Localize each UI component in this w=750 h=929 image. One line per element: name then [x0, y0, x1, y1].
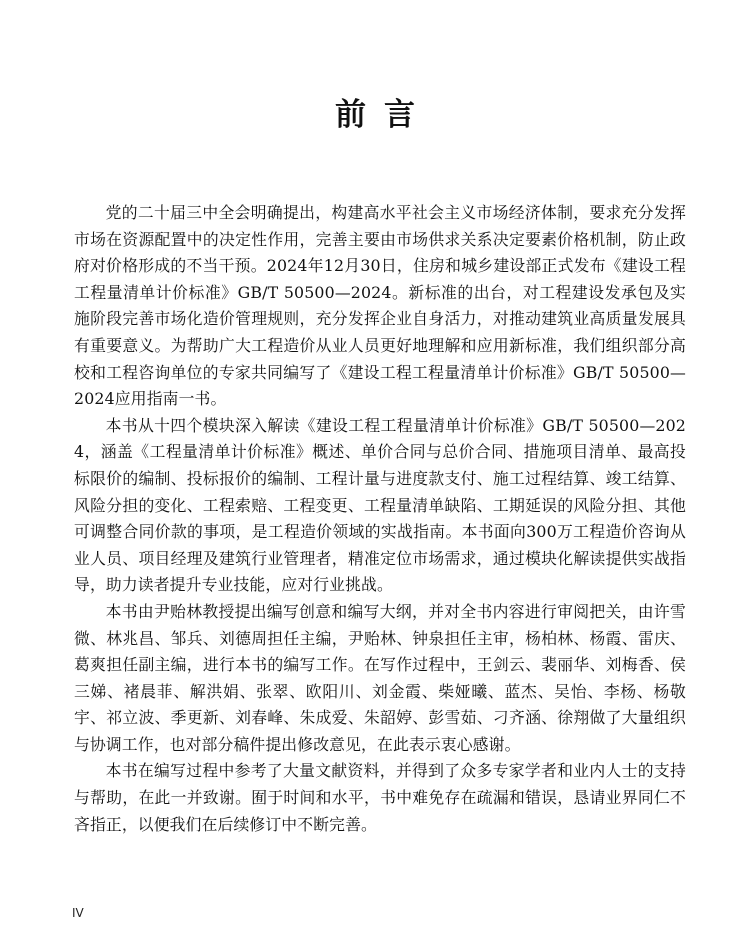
page-title: 前言 [335, 96, 433, 133]
paragraph-1: 党的二十届三中全会明确提出，构建高水平社会主义市场经济体制，要求充分发挥市场在资源配置中的决定性作用，完善主要由市场供求关系决定要素价格机制，防止政府对价格形成的不当干预。2024年12月30日，住房和城乡建设部正式发布《建设工程工程量清单计价标准》GB/T 50500—2024。新标准的出台，对工程建设发承包及实施阶段完善市场化造价管理规则，充分发挥企业自身活力，对推动建筑业高质量发展具有重要意义。为帮助广大工程造价从业人员更好地理解和应用新标准，我们组织部分高校和工程咨询单位的专家共同编写了《建设工程工程量清单计价标准》GB/T 50500—2024应用指南一书。 [74, 203, 686, 409]
page-number: IV [72, 906, 84, 920]
paragraph-2: 本书从十四个模块深入解读《建设工程工程量清单计价标准》GB/T 50500—2024，涵盖《工程量清单计价标准》概述、单价合同与总价合同、措施项目清单、最高投标限价的编制、投标报价的编制、工程计量与进度款支付、施工过程结算、竣工结算、风险分担的变化、工程索赔、工程变更、工程量清单缺陷、工期延误的风险分担、其他可调整合同价款的事项，是工程造价领域的实战指南。本书面向300万工程造价咨询从业人员、项目经理及建筑行业管理者，精准定位市场需求，通过模块化解读提供实战指导，助力读者提升专业技能，应对行业挑战。 [74, 415, 686, 595]
preface-body [74, 200, 686, 838]
paragraph-4: 本书在编写过程中参考了大量文献资料，并得到了众多专家学者和业内人士的支持与帮助，在此一并致谢。囿于时间和水平，书中难免存在疏漏和错误，恳请业界同仁不吝指正，以便我们在后续修订中不断完善。 [74, 761, 686, 834]
paragraph-3: 本书由尹贻林教授提出编写创意和编写大纲，并对全书内容进行审阅把关，由许雪微、林兆昌、邹兵、刘德周担任主编，尹贻林、钟泉担任主审，杨柏林、杨霞、雷庆、葛爽担任副主编，进行本书的编写工作。在写作过程中，王剑云、裴丽华、刘梅香、侯三娣、褚晨菲、解洪娟、张翠、欧阳川、刘金霞、柴娅曦、蓝杰、吴怡、李杨、杨敬宇、祁立波、季更新、刘春峰、朱成爱、朱韶婷、彭雪茹、刁齐涵、徐翔做了大量组织与协调工作，也对部分稿件提出修改意见，在此表示衷心感谢。 [74, 601, 686, 754]
